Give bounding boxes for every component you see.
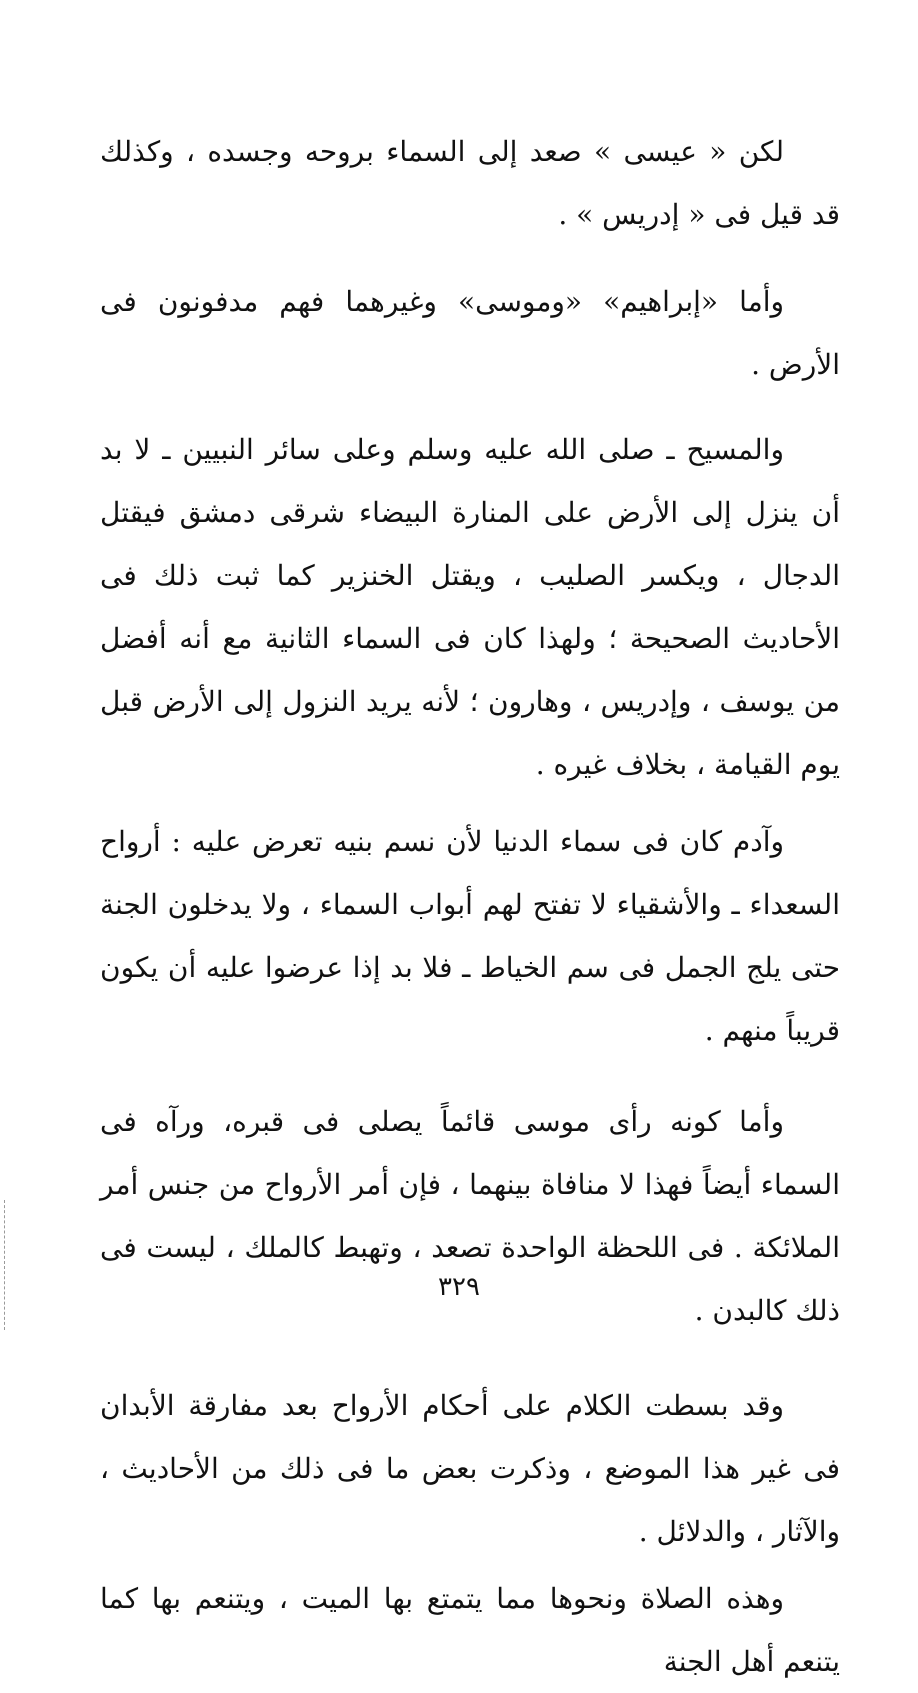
paragraph-masih: والمسيح ـ صلى الله عليه وسلم وعلى سائر النبيين ـ لا بد أن ينزل إلى الأرض على المنارة البيضاء شرقى دمشق فيقتل الدجال ، ويكسر الصليب ، ويقتل الخنزير كما ثبت ذلك فى الأحاديث الصحيحة ؛ ولهذا كان فى السماء الثانية مع أنه أفضل من يوسف ، وإدريس ، وهارون ؛ لأنه يريد النزول إلى الأرض قبل يوم القيامة ، بخلاف غيره . — [100, 433, 840, 781]
paragraph-arwah: وقد بسطت الكلام على أحكام الأرواح بعد مفارقة الأبدان فى غير هذا الموضع ، وذكرت بعض ما فى ذلك من الأحاديث ، والآثار ، والدلائل . — [100, 1389, 840, 1548]
paragraph-salat: وهذه الصلاة ونحوها مما يتمتع بها الميت ، ويتنعم بها كما يتنعم أهل الجنة — [100, 1582, 840, 1678]
paragraph-ibrahim-musa: وأما «إبراهيم» «وموسى» وغيرهما فهم مدفونون فى الأرض . — [100, 285, 840, 381]
paragraph-adam: وآدم كان فى سماء الدنيا لأن نسم بنيه تعرض عليه : أرواح السعداء ـ والأشقياء لا تفتح لهم أبواب السماء ، ولا يدخلون الجنة حتى يلج الجمل فى سم الخياط ـ فلا بد إذا عرضوا عليه أن يكون قريباً منهم . — [100, 825, 840, 1047]
page-number: ٣٢٩ — [438, 1272, 480, 1302]
scan-edge-mark — [4, 1200, 6, 1330]
paragraph-musa-grave: وأما كونه رأى موسى قائماً يصلى فى قبره، ورآه فى السماء أيضاً فهذا لا منافاة بينهما ، فإن أمر الأرواح من جنس أمر الملائكة . فى اللحظة الواحدة تصعد ، وتهبط كالملك ، ليست فى ذلك كالبدن . — [100, 1105, 840, 1327]
paragraph-isa-idris: لكن « عيسى » صعد إلى السماء بروحه وجسده ، وكذلك قد قيل فى « إدريس » . — [100, 135, 840, 231]
body-text — [100, 120, 840, 1693]
